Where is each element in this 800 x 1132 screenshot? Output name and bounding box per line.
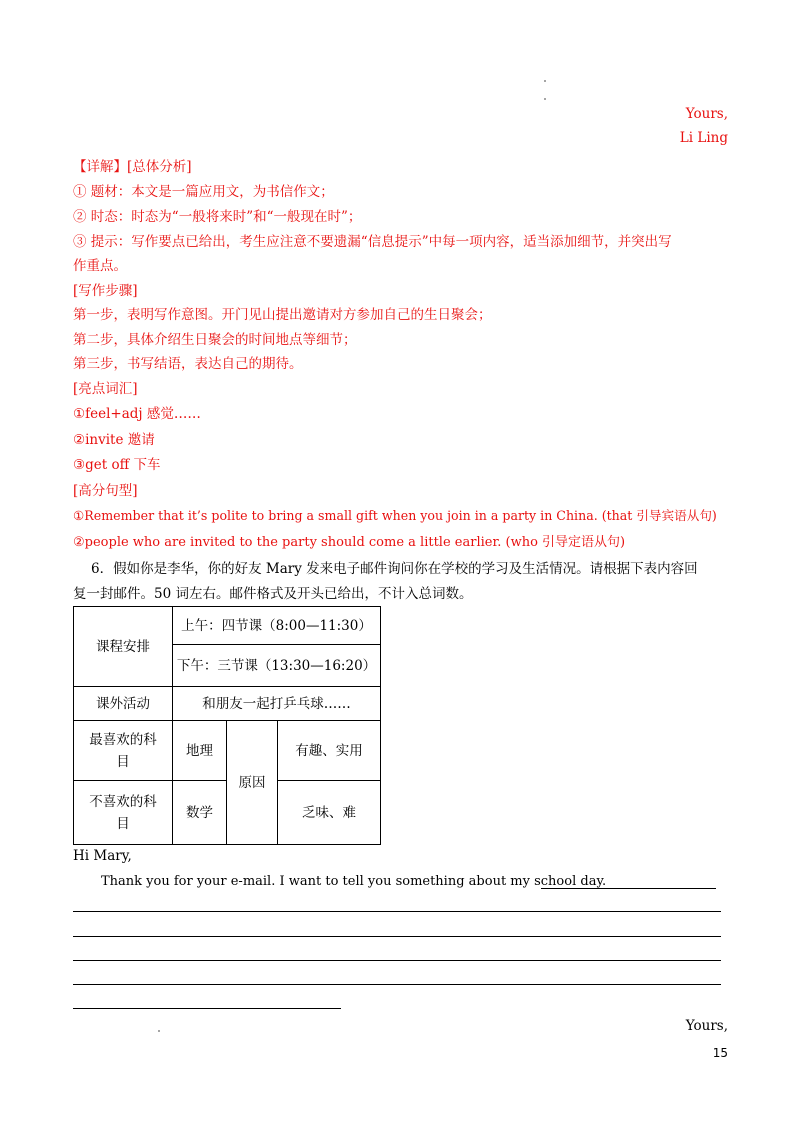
steps-heading: [写作步骤] — [73, 283, 138, 299]
favorite-subject-cell — [173, 721, 227, 781]
analysis-heading — [73, 155, 192, 175]
vocab-item: ③get off 下车 — [73, 457, 161, 473]
answer-blank-line[interactable] — [73, 911, 721, 912]
reason-label: 原因 — [238, 774, 266, 791]
favorite-label-line: 最喜欢的科 — [89, 731, 157, 748]
dislike-reason-cell — [278, 781, 381, 845]
activities-label-cell — [74, 687, 173, 721]
sentence-item: ②people who are invited to the party should come a little earlier. (who 引导定语从句) — [73, 535, 626, 550]
question-line: 复一封邮件。50 词左右。邮件格式及开头已给出，不计入总词数。 — [73, 586, 473, 602]
dislike-label-line: 不喜欢的科 — [89, 793, 157, 810]
step-item: 第一步，表明写作意图。开门见山提出邀请对方参加自己的生日聚会； — [73, 307, 492, 323]
favorite-reason-cell — [278, 721, 381, 781]
vocab-item: ②invite 邀请 — [73, 432, 155, 448]
sentence-item: ①Remember that it’s polite to bring a small gift when you join in a party in China. (that 引导宾语从句) — [73, 508, 717, 523]
reason-label-cell — [227, 721, 278, 845]
analysis-heading-text: 【详解】[总体分析] — [73, 159, 192, 175]
step-item: 第二步，具体介绍生日聚会的时间地点等细节； — [73, 332, 357, 348]
activities-label: 课外活动 — [96, 695, 150, 712]
vocab-heading: [亮点词汇] — [73, 381, 138, 397]
scan-dot — [158, 1030, 160, 1032]
dislike-subject-cell — [173, 781, 227, 845]
analysis-point: ① 题材：本文是一篇应用文，为书信作文； — [73, 184, 334, 200]
scan-dot — [544, 98, 546, 100]
dislike-label-cell — [74, 781, 173, 845]
answer-blank-line[interactable] — [73, 1008, 341, 1009]
letter-opening: Thank you for your e-mail. I want to tell you something about my school day. — [101, 874, 607, 889]
favorite-label-cell — [74, 721, 173, 781]
morning-cell — [173, 607, 381, 645]
afternoon-schedule: 下午：三节课（13:30—16:20） — [176, 657, 377, 674]
answer-blank-line[interactable] — [73, 960, 721, 961]
vocab-item: ①feel+adj 感觉…… — [73, 406, 201, 422]
schedule-label-cell — [74, 607, 173, 687]
activities-cell — [173, 687, 381, 721]
dislike-reason: 乏味、难 — [302, 804, 356, 821]
dislike-subject: 数学 — [186, 804, 213, 821]
answer-blank-line[interactable] — [73, 936, 721, 937]
step-item: 第三步，书写结语，表达自己的期待。 — [73, 356, 303, 372]
sentences-heading: [高分句型] — [73, 483, 138, 499]
answer-blank-line[interactable] — [73, 984, 721, 985]
page-number: 15 — [712, 1046, 728, 1060]
schedule-label: 课程安排 — [96, 638, 150, 655]
afternoon-cell — [173, 645, 381, 687]
top-signature-name: Li Ling — [679, 130, 728, 146]
analysis-point: ③ 提示：写作要点已给出，考生应注意不要遗漏“信息提示”中每一项内容，适当添加细节，并突出写 — [73, 234, 672, 250]
analysis-point: ② 时态：时态为“一般将来时”和“一般现在时”； — [73, 209, 362, 225]
morning-schedule: 上午：四节课（8:00—11:30） — [181, 617, 372, 634]
analysis-point: 作重点。 — [73, 258, 127, 274]
answer-blank-line[interactable] — [541, 888, 716, 889]
favorite-label-line: 目 — [116, 753, 130, 770]
letter-closing: Yours, — [685, 1018, 728, 1034]
question-line: 6．假如你是李华，你的好友 Mary 发来电子邮件询问你在学校的学习及生活情况。请根据下表内容回 — [91, 561, 698, 577]
letter-greeting: Hi Mary, — [73, 848, 132, 864]
favorite-reason: 有趣、实用 — [295, 742, 363, 759]
dislike-label-line: 目 — [116, 815, 130, 832]
favorite-subject: 地理 — [186, 742, 213, 759]
scan-dot — [544, 80, 546, 82]
top-closing: Yours, — [685, 106, 728, 122]
schedule-table — [73, 606, 381, 845]
activities-value: 和朋友一起打乒乓球…… — [202, 695, 351, 712]
